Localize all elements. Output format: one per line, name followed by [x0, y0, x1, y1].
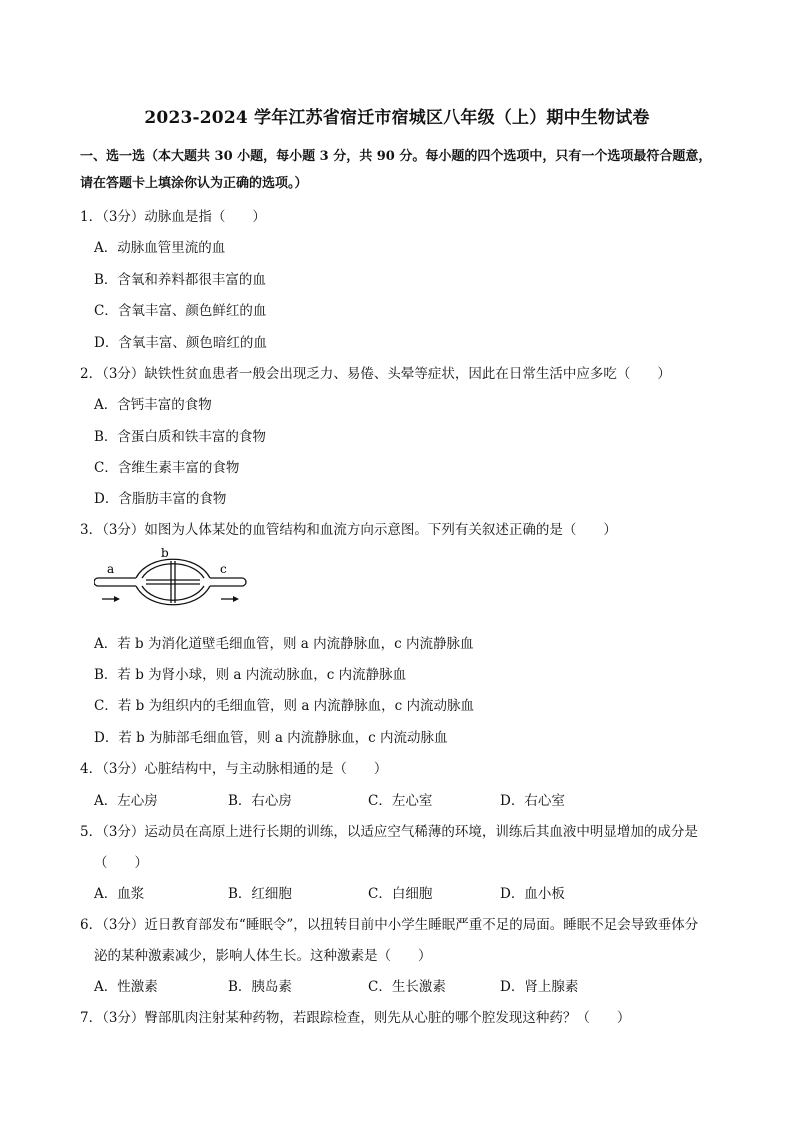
label-c: c [220, 562, 227, 576]
question-4-option-b[interactable]: B．右心房 [228, 793, 292, 809]
question-2-option-c[interactable]: C．含维生素丰富的食物 [94, 460, 240, 476]
question-4-option-a[interactable]: A．左心房 [94, 793, 158, 809]
question-5-option-d[interactable]: D．血小板 [500, 886, 565, 902]
question-5-option-c[interactable]: C．白细胞 [368, 886, 433, 902]
question-5-stem: 5．（3分）运动员在高原上进行长期的训练，以适应空气稀薄的环境，训练后其血液中明显增加的成分是 [80, 824, 698, 840]
question-4-option-d[interactable]: D．右心室 [500, 793, 565, 809]
question-1-option-a[interactable]: A．动脉血管里流的血 [94, 240, 226, 256]
flow-arrow-left-head [114, 596, 120, 602]
question-6-option-b[interactable]: B．胰岛素 [228, 979, 292, 995]
question-1-option-c[interactable]: C．含氧丰富、颜色鲜红的血 [94, 303, 267, 319]
flow-arrow-right-head [233, 596, 239, 602]
vessel-a-end [94, 578, 98, 586]
vessel-c-end [242, 578, 246, 586]
question-3-option-a[interactable]: A．若 b 为消化道壁毛细血管，则 a 内流静脉血，c 内流静脉血 [94, 636, 474, 652]
question-2-option-b[interactable]: B．含蛋白质和铁丰富的食物 [94, 429, 266, 445]
question-6-stem-continued: 泌的某种激素减少，影响人体生长。这种激素是（ ） [94, 948, 432, 964]
capillary-outer-bottom [136, 586, 210, 605]
blood-vessel-diagram [94, 547, 254, 613]
question-5-stem-continued: （ ） [94, 855, 148, 871]
question-1-option-d[interactable]: D．含氧丰富、颜色暗红的血 [94, 335, 267, 351]
question-5-option-b[interactable]: B．红细胞 [228, 886, 292, 902]
question-2-option-a[interactable]: A．含钙丰富的食物 [94, 397, 212, 413]
exam-title: 2023-2024 学年江苏省宿迁市宿城区八年级（上）期中生物试卷 [144, 108, 650, 128]
section-heading: 一、选一选（本大题共 30 小题，每小题 3 分，共 90 分。每小题的四个选项中，只有一个选项最符合题意，请在答题卡上填涂你认为正确的选项。） [80, 149, 712, 191]
question-7-stem: 7．（3分）臀部肌肉注射某种药物，若跟踪检查，则先从心脏的哪个腔发现这种药？（ ） [80, 1010, 631, 1026]
question-6-option-a[interactable]: A．性激素 [94, 979, 158, 995]
label-b: b [161, 547, 169, 560]
capillary-inner-bottom [142, 586, 204, 600]
question-3-option-c[interactable]: C．若 b 为组织内的毛细血管，则 a 内流静脉血，c 内流动脉血 [94, 698, 475, 714]
question-6-stem: 6．（3分）近日教育部发布“睡眠令”，以扭转目前中小学生睡眠严重不足的局面。睡眠不足会导致垂体分 [80, 917, 699, 933]
question-6-option-d[interactable]: D．肾上腺素 [500, 979, 579, 995]
question-1-stem: 1．（3分）动脉血是指（ ） [80, 209, 266, 225]
question-3-option-d[interactable]: D．若 b 为肺部毛细血管，则 a 内流静脉血，c 内流动脉血 [94, 730, 448, 746]
question-5-option-a[interactable]: A．血浆 [94, 886, 145, 902]
label-a: a [107, 562, 115, 576]
capillary-outer-top [136, 559, 210, 578]
question-1-option-b[interactable]: B．含氧和养料都很丰富的血 [94, 272, 266, 288]
question-2-option-d[interactable]: D．含脂肪丰富的食物 [94, 491, 227, 507]
question-6-option-c[interactable]: C．生长激素 [368, 979, 446, 995]
question-4-stem: 4．（3分）心脏结构中，与主动脉相通的是（ ） [80, 761, 388, 777]
question-3-stem: 3．（3分）如图为人体某处的血管结构和血流方向示意图。下列有关叙述正确的是（ ） [80, 522, 617, 538]
question-2-stem: 2．（3分）缺铁性贫血患者一般会出现乏力、易倦、头晕等症状，因此在日常生活中应多吃（ ） [80, 366, 671, 382]
question-4-option-c[interactable]: C．左心室 [368, 793, 433, 809]
question-3-option-b[interactable]: B．若 b 为肾小球，则 a 内流动脉血，c 内流静脉血 [94, 667, 407, 683]
capillary-inner-top [142, 564, 204, 578]
